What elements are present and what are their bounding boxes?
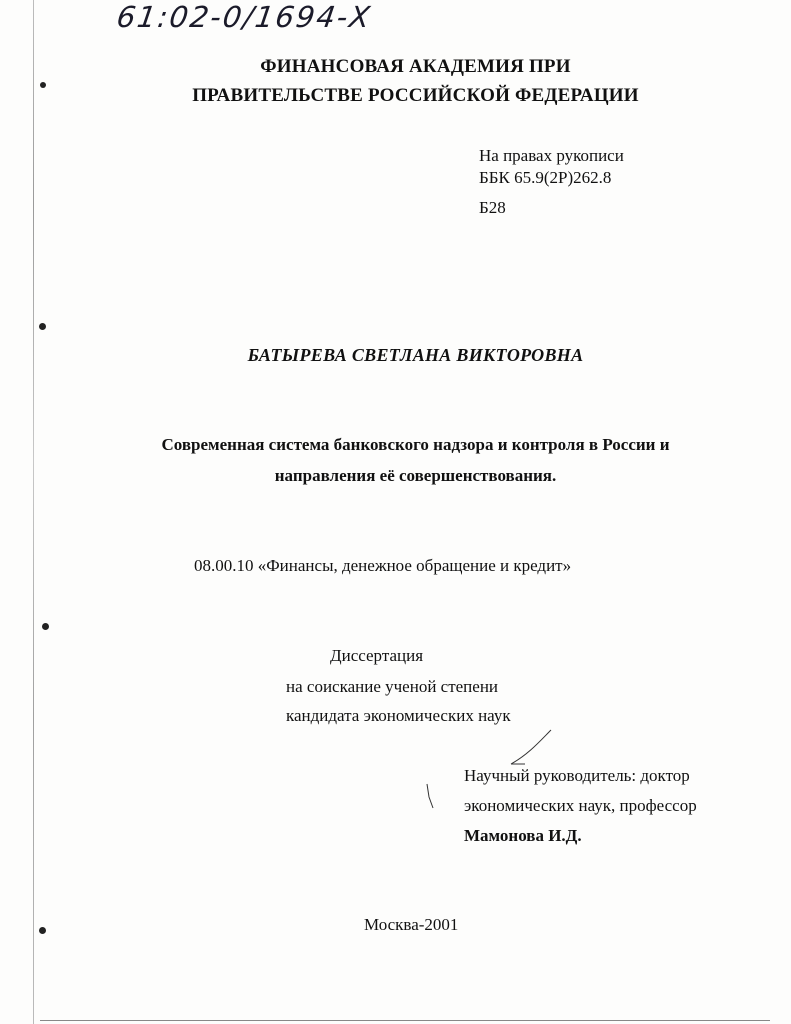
specialty-code: 08.00.10 «Финансы, денежное обращение и кредит» (194, 556, 572, 575)
scan-bottom-edge (40, 1020, 770, 1021)
degree-field: кандидата экономических наук (286, 706, 511, 725)
bbk-code: ББК 65.9(2Р)262.8 (479, 168, 612, 187)
advisor-name: Мамонова И.Д. (464, 826, 582, 845)
degree-line: на соискание ученой степени (286, 677, 499, 696)
advisor-title-line-1: Научный руководитель: доктор (464, 766, 690, 785)
punch-hole-mark (42, 623, 49, 630)
manuscript-rights-note: На правах рукописи (479, 146, 624, 165)
punch-hole-mark (39, 927, 46, 934)
archive-handwritten-code: 61:02-0/1694-Х (114, 0, 374, 34)
scan-edge-line (33, 0, 34, 1024)
organization-line-1: ФИНАНСОВАЯ АКАДЕМИЯ ПРИ (260, 56, 571, 77)
advisor-signature (505, 728, 555, 768)
dissertation-label: Диссертация (330, 646, 424, 665)
author-code: Б28 (479, 198, 506, 217)
thesis-title-line-1: Современная система банковского надзора и контроля в России и (161, 435, 670, 454)
pen-tick-mark (424, 783, 436, 809)
author-name: БАТЫРЕВА СВЕТЛАНА ВИКТОРОВНА (247, 345, 584, 365)
city-year: Москва-2001 (364, 915, 459, 934)
punch-hole-mark (39, 323, 46, 330)
advisor-title-line-2: экономических наук, профессор (464, 796, 697, 815)
thesis-title-line-2: направления её совершенствования. (274, 466, 557, 485)
organization-line-2: ПРАВИТЕЛЬСТВЕ РОССИЙСКОЙ ФЕДЕРАЦИИ (192, 85, 639, 106)
